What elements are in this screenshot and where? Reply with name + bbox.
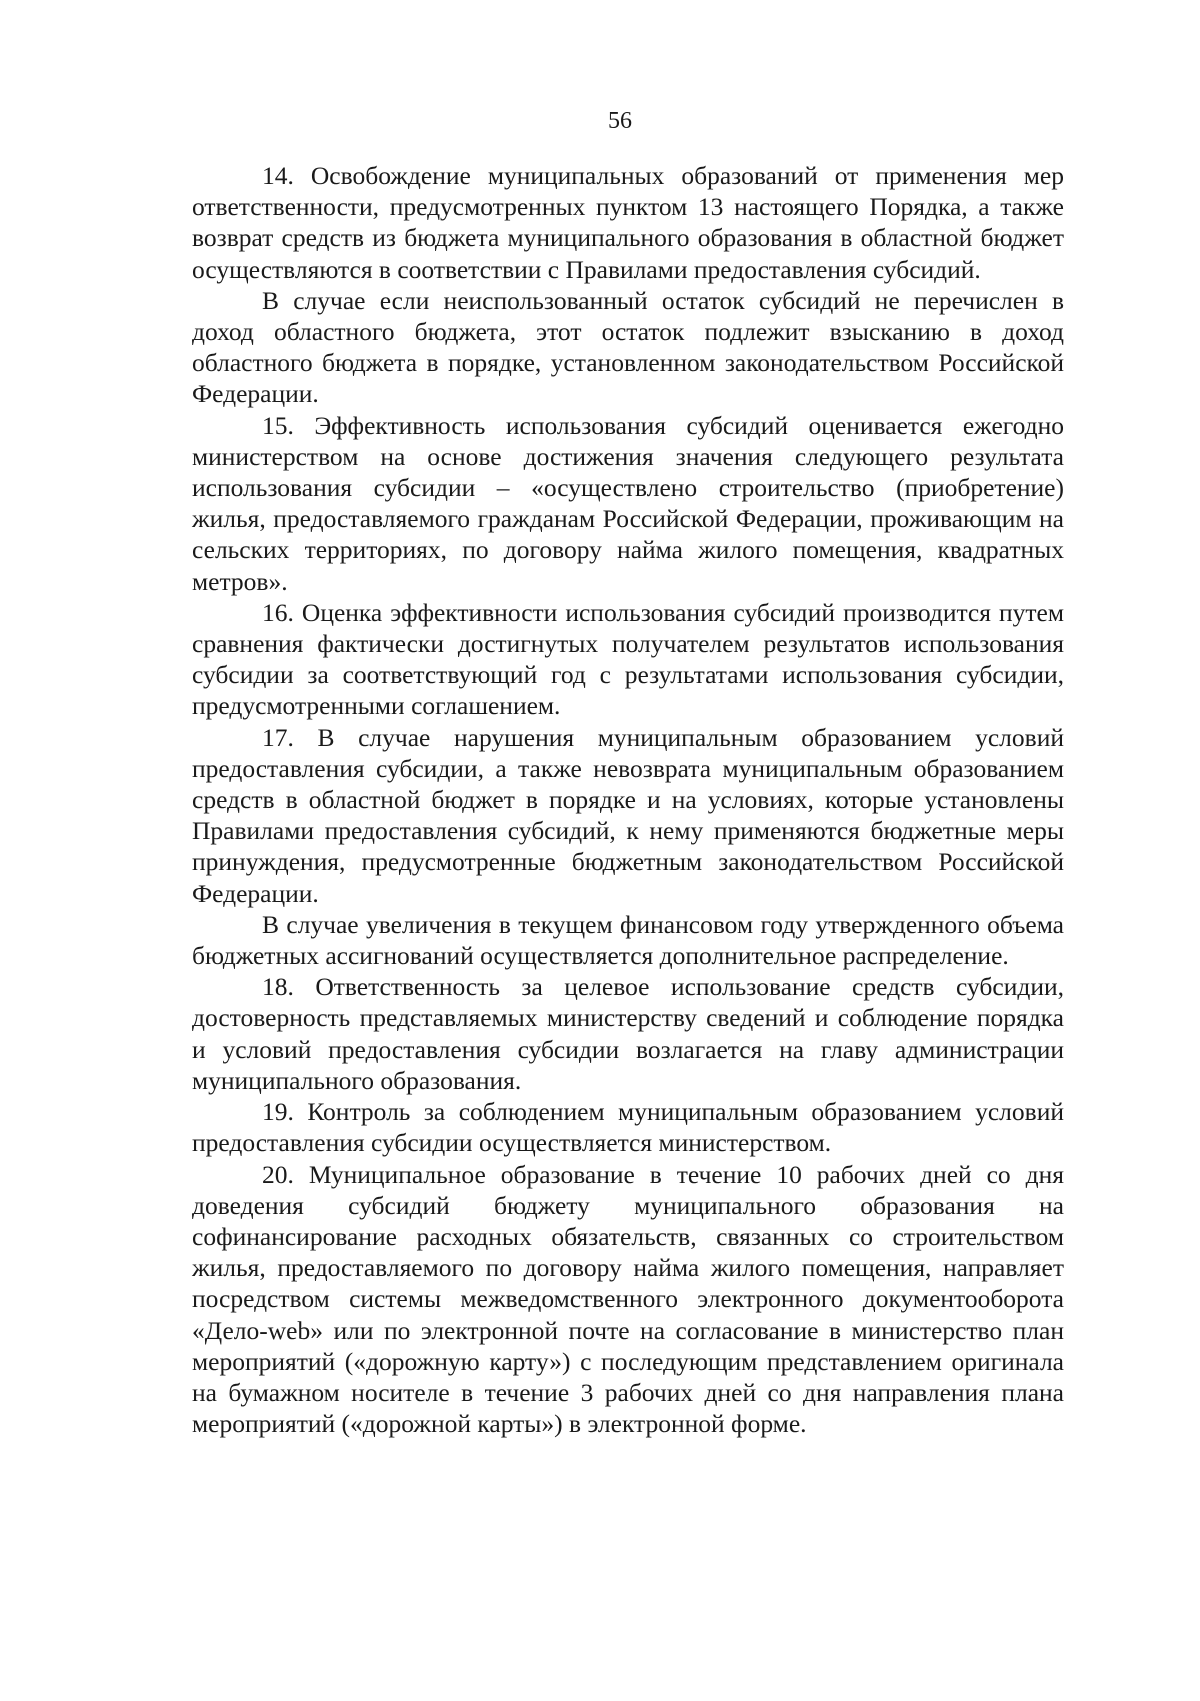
paragraph-14-remainder: В случае если неиспользованный остаток субсидий не перечислен в доход областного бюджета, этот остаток подлежит взысканию в доход областного бюджета в порядке, установленном законодательством Российской Федерации.	[192, 285, 1064, 409]
paragraph-18: 18. Ответственность за целевое использование средств субсидии, достоверность представляемых министерству сведений и соблюдение порядка и условий предоставления субсидии возлагается на главу администрации муниципального образования.	[192, 972, 1064, 1095]
document-body	[192, 160, 1064, 1439]
page-number: 56	[608, 108, 632, 134]
paragraph-15: 15. Эффективность использования субсидий оценивается ежегодно министерством на основе достижения значения следующего результата использования субсидии – «осуществлено строительство (приобретение) жилья, предоставляемого гражданам Российской Федерации, проживающим на сельских территориях, по договору найма жилого помещения, квадратных метров».	[192, 410, 1064, 596]
paragraph-17-increase: В случае увеличения в текущем финансовом году утвержденного объема бюджетных ассигнований осуществляется дополнительное распределение.	[192, 909, 1064, 971]
paragraph-20: 20. Муниципальное образование в течение 10 рабочих дней со дня доведения субсидий бюджету муниципального образования на софинансирование расходных обязательств, связанных со строительством жилья, предоставляемого по договору найма жилого помещения, направляет посредством системы межведомственного электронного документооборота «Дело-web» или по электронной почте на согласование в министерство план мероприятий («дорожную карту») с последующим представлением оригинала на бумажном носителе в течение 3 рабочих дней со дня направления плана мероприятий («дорожной карты») в электронной форме.	[192, 1159, 1064, 1439]
paragraph-14: 14. Освобождение муниципальных образований от применения мер ответственности, предусмотренных пунктом 13 настоящего Порядка, а также возврат средств из бюджета муниципального образования в областной бюджет осуществляются в соответствии с Правилами предоставления субсидий.	[192, 161, 1064, 284]
paragraph-19: 19. Контроль за соблюдением муниципальным образованием условий предоставления субсидии осуществляется министерством.	[192, 1097, 1064, 1158]
paragraph-17: 17. В случае нарушения муниципальным образованием условий предоставления субсидии, а также невозврата муниципальным образованием средств в областной бюджет в порядке и на условиях, которые установлены Правилами предоставления субсидий, к нему применяются бюджетные меры принуждения, предусмотренные бюджетным законодательством Российской Федерации.	[192, 722, 1064, 908]
paragraph-16: 16. Оценка эффективности использования субсидий производится путем сравнения фактически достигнутых получателем результатов использования субсидии за соответствующий год с результатами использования субсидии, предусмотренными соглашением.	[192, 597, 1064, 721]
